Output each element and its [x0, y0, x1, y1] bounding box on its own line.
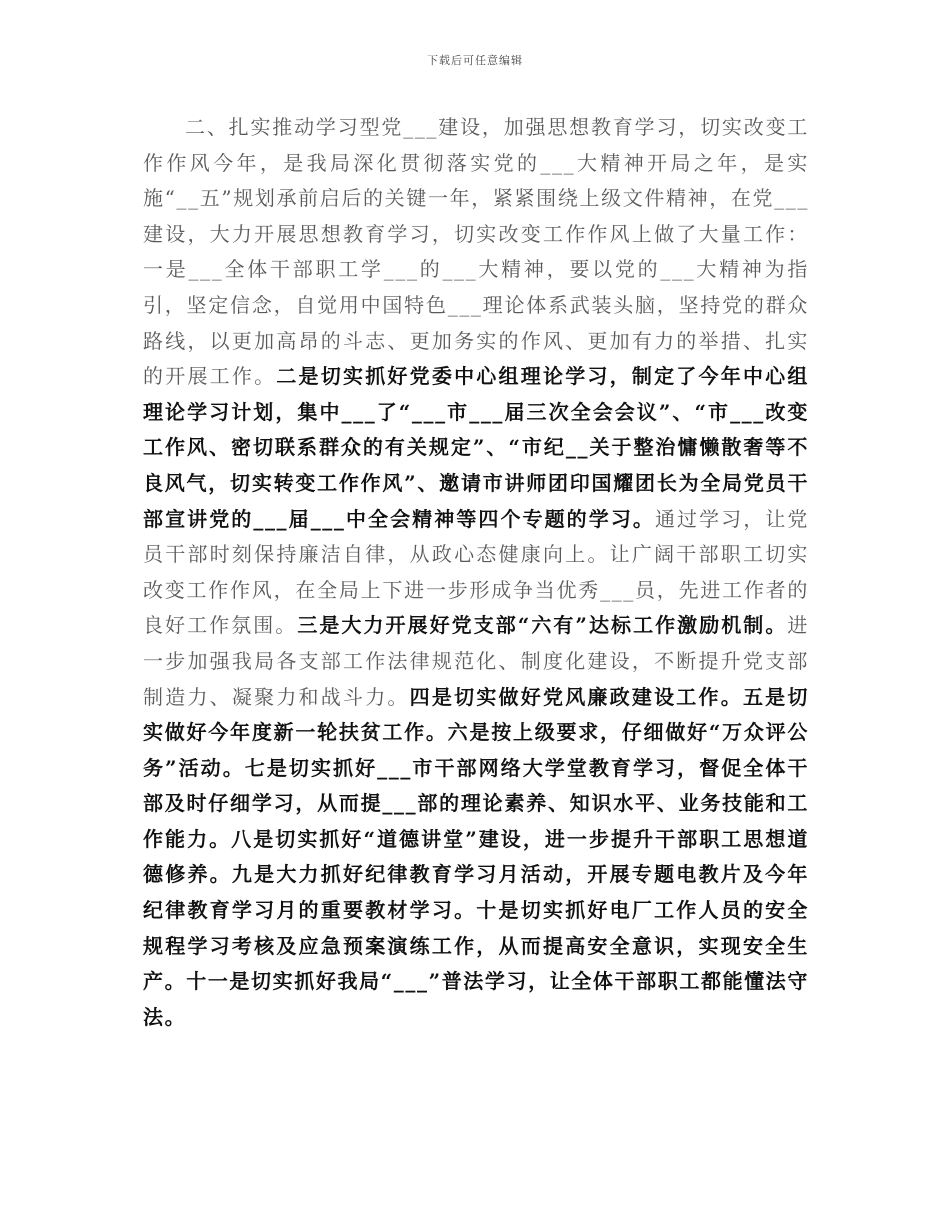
text-segment-plain: 二、扎实推动学习型党___建设，加强思想教育学习，切实改变工作作风今年，是我局深化贯彻落实党的___大精神开局之年，是实施“__五”规划承前启后的关键一年，紧紧围绕上级文件精神，在党___建设，大力开展思想教育学习，切实改变工作作风上做了大量工作：一是___全体干部职工学___的___大精神，要以党的___大精神为指引，坚定信念，自觉用中国特色___理论体系武装头脑，坚持党的群众路线，以更加高昂的斗志、更加务实的作风、更加有力的举措、扎实的开展工作。: [143, 115, 809, 389]
body-paragraph: [143, 110, 809, 1035]
text-segment-plain: 通过学习，让党员干部时刻保持廉洁自律，从政心态健康向上。让广阔干部职工切实改变工作作风，在全局上下进一步形成争当优秀___员，先进工作者的良好工作氛围。: [143, 506, 809, 638]
text-segment-bold: 三是大力开展好党支部“六有”达标工作激励机制。: [297, 613, 788, 638]
text-segment-bold: 四是切实做好党风廉政建设工作。五是切实做好今年度新一轮扶贫工作。六是按上级要求，仔细做好“万众评公务”活动。七是切实抓好___市干部网络大学堂教育学习，督促全体干部及时仔细学习，从而提___部的理论素养、知识水平、业务技能和工作能力。八是切实抓好“道德讲堂”建设，进一步提升干部职工思想道德修养。九是大力抓好纪律教育学习月活动，开展专题电教片及今年纪律教育学习月的重要教材学习。十是切实抓好电厂工作人员的安全规程学习考核及应急预案演练工作，从而提高安全意识，实现安全生产。十一是切实抓好我局“___”普法学习，让全体干部职工都能懂法守法。: [143, 684, 809, 1029]
header-note: 下载后可任意编辑: [427, 54, 523, 67]
text-segment-bold: 二是切实抓好党委中心组理论学习，制定了今年中心组理论学习计划，集中___了“___市___届三次全会会议”、“市___改变工作风、密切联系群众的有关规定”、“市纪__关于整治慵懒散奢等不良风气，切实转变工作作风”、邀请市讲师团印国耀团长为全局党员干部宣讲党的___届___中全会精神等四个专题的学习。: [143, 364, 809, 531]
text-segment-plain: 进一步加强我局各支部工作法律规范化、制度化建设，不断提升党支部制造力、凝聚力和战斗力。: [143, 613, 809, 709]
